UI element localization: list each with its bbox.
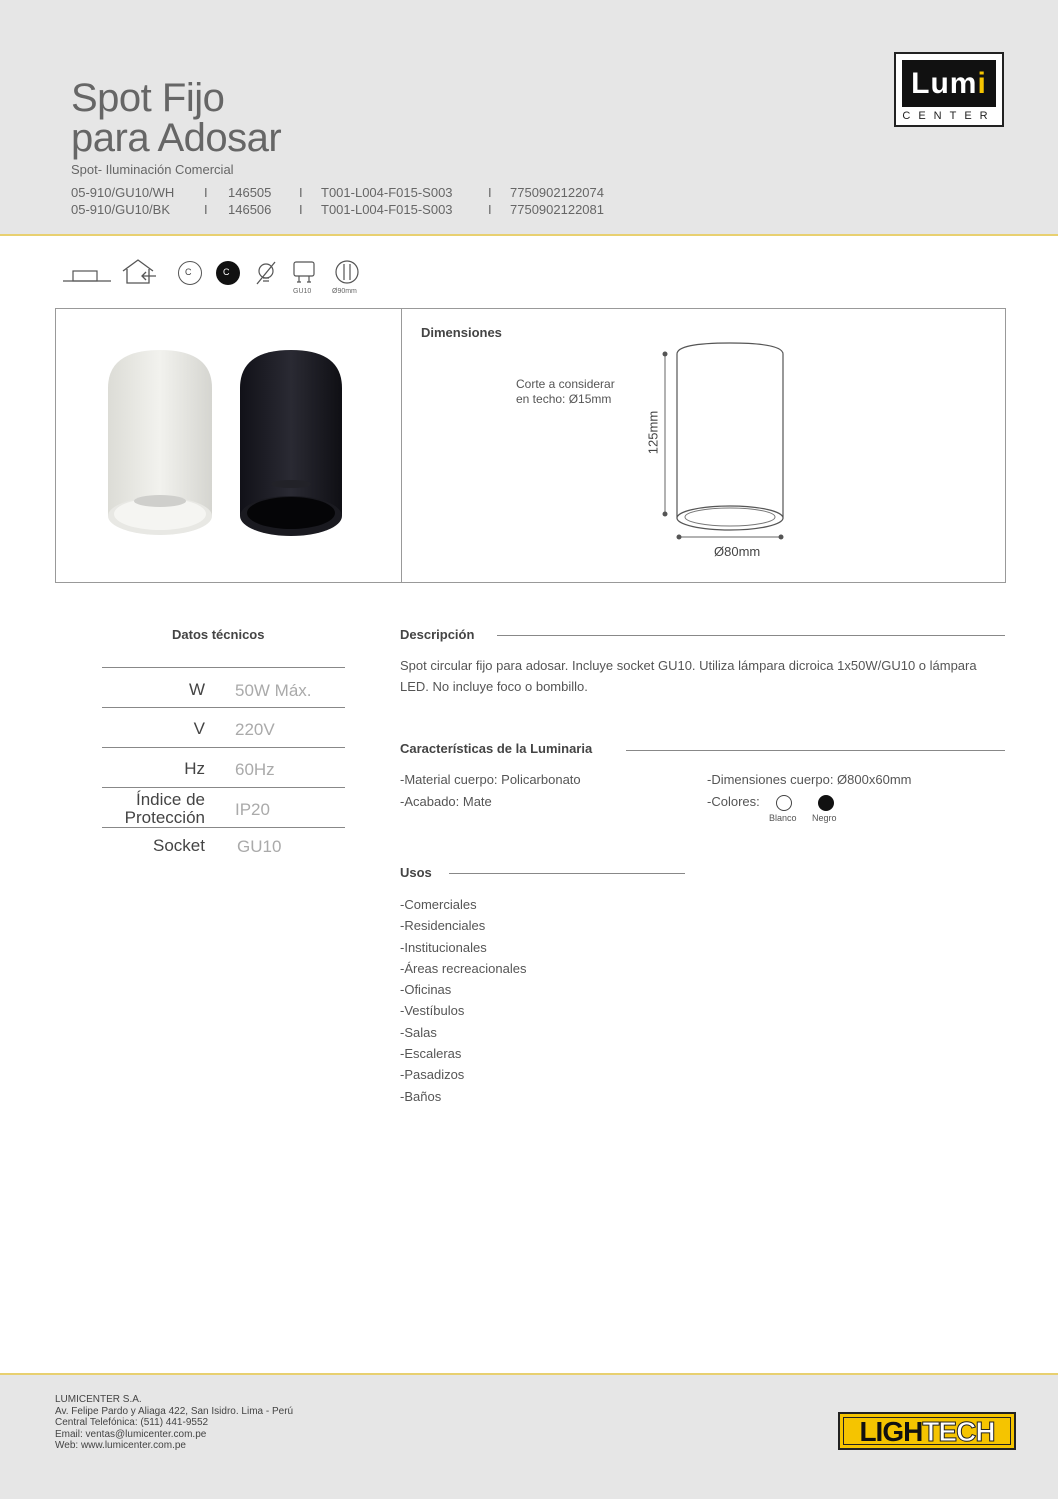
cut-note-line-1: Corte a considerar <box>516 377 615 391</box>
uses-rule <box>449 873 685 874</box>
code-model: 05-910/GU10/BK <box>71 202 171 217</box>
lumicenter-logo <box>894 52 1004 127</box>
lightech-wordmark <box>843 1417 1011 1445</box>
diameter-caption: Ø90mm <box>332 288 357 295</box>
product-photo-white <box>106 348 214 536</box>
tech-label-line-1: Índice de <box>136 790 205 809</box>
white-color-letter: C <box>185 267 192 277</box>
description-title: Descripción <box>400 627 475 642</box>
feature-material: -Material cuerpo: Policarbonato <box>400 772 581 787</box>
list-item: -Áreas recreacionales <box>400 960 527 976</box>
company-contact <box>55 1394 293 1452</box>
list-item: -Oficinas <box>400 982 452 998</box>
logo-lum: Lum <box>911 67 978 100</box>
tech-row-frequency <box>102 747 345 788</box>
not-dimmable-icon <box>254 259 278 287</box>
tech-row-socket <box>102 827 345 858</box>
tech-row-protection <box>102 787 345 828</box>
black-color-letter: C <box>223 267 230 277</box>
feature-dimensions: -Dimensiones cuerpo: Ø800x60mm <box>707 772 912 787</box>
tech-label: Socket <box>153 836 205 855</box>
ceiling-cut-note <box>516 377 615 407</box>
dimension-drawing <box>655 340 795 540</box>
tech-value: 220V <box>235 720 275 739</box>
description-rule <box>497 635 1005 636</box>
list-item: -Escaleras <box>400 1046 462 1062</box>
list-item: -Comerciales <box>400 897 477 912</box>
company-phone: Central Telefónica: (511) 441-9552 <box>55 1417 209 1428</box>
code-separator: I <box>299 202 303 217</box>
black-swatch-label: Negro <box>812 813 837 823</box>
height-dimension: 125mm <box>645 410 661 455</box>
gu10-caption: GU10 <box>293 288 312 295</box>
company-name: LUMICENTER S.A. <box>55 1394 142 1405</box>
uses-list <box>400 894 526 1107</box>
features-rule <box>626 750 1005 751</box>
description-text <box>400 655 1020 697</box>
white-swatch-icon <box>775 794 793 812</box>
indoor-use-icon <box>120 258 158 286</box>
product-subtitle: Spot- Iluminación Comercial <box>71 162 234 177</box>
list-item: -Pasadizos <box>400 1067 465 1083</box>
black-swatch-icon <box>817 794 835 812</box>
description-line-2: LED. No incluye foco o bombillo. <box>400 679 588 694</box>
code-ean: 7750902122081 <box>510 202 604 217</box>
list-item: -Salas <box>400 1024 437 1040</box>
diameter-dimension: Ø80mm <box>714 544 761 559</box>
lightech-ligh: LIGH <box>859 1416 923 1447</box>
cut-out-diameter-icon <box>334 259 360 287</box>
code-ean: 7750902122074 <box>510 185 604 200</box>
product-title <box>71 78 281 158</box>
code-model: 05-910/GU10/WH <box>71 185 175 200</box>
tech-value: IP20 <box>235 800 270 819</box>
tech-row-watt <box>102 667 345 708</box>
logo-center: CENTER <box>902 110 996 122</box>
tech-label <box>125 791 205 827</box>
logo-i: i <box>977 67 987 100</box>
uses-title: Usos <box>400 865 432 880</box>
gu10-socket-icon <box>292 260 316 284</box>
feature-finish: -Acabado: Mate <box>400 794 492 809</box>
tech-label: Hz <box>184 759 205 778</box>
code-number: 146505 <box>228 185 272 200</box>
logo-wordmark <box>902 60 996 107</box>
tech-value: 60Hz <box>235 760 275 779</box>
company-email: Email: ventas@lumicenter.com.pe <box>55 1428 207 1440</box>
tech-value: GU10 <box>237 837 282 856</box>
dimensions-title: Dimensiones <box>421 325 502 340</box>
code-separator: I <box>204 185 208 200</box>
feature-colors: -Colores: <box>707 794 760 809</box>
code-separator: I <box>488 185 492 200</box>
description-line-1: Spot circular fijo para adosar. Incluye socket GU10. Utiliza lámpara dicroica 1x50W/GU10 o lámpara <box>400 658 977 673</box>
tech-label-line-2: Protección <box>124 808 205 827</box>
tech-value: 50W Máx. <box>235 681 312 700</box>
code-reference: T001-L004-F015-S003 <box>321 185 453 200</box>
surface-mount-icon <box>62 264 112 284</box>
company-web: Web: www.lumicenter.com.pe <box>55 1440 186 1451</box>
panel-divider <box>401 309 402 582</box>
features-title: Características de la Luminaria <box>400 741 593 756</box>
product-photo-black <box>238 348 344 538</box>
list-item: -Residenciales <box>400 918 486 934</box>
code-separator: I <box>488 202 492 217</box>
code-reference: T001-L004-F015-S003 <box>321 202 453 217</box>
white-swatch-label: Blanco <box>769 813 797 823</box>
lightech-tech: TECH <box>922 1416 995 1447</box>
code-number: 146506 <box>228 202 272 217</box>
code-separator: I <box>204 202 208 217</box>
tech-label: W <box>188 680 205 699</box>
list-item: -Institucionales <box>400 939 487 955</box>
lightech-logo <box>838 1412 1016 1450</box>
title-line-2: para Adosar <box>71 116 282 160</box>
list-item: -Baños <box>400 1088 442 1104</box>
cut-note-line-2: en techo: Ø15mm <box>516 392 612 406</box>
tech-label: V <box>193 719 205 738</box>
title-line-1: Spot Fijo <box>71 76 225 120</box>
code-separator: I <box>299 185 303 200</box>
company-address: Av. Felipe Pardo y Aliaga 422, San Isidro. Lima - Perú <box>55 1405 294 1417</box>
list-item: -Vestíbulos <box>400 1003 465 1019</box>
tech-data-title: Datos técnicos <box>172 627 265 642</box>
tech-row-voltage <box>102 707 345 748</box>
